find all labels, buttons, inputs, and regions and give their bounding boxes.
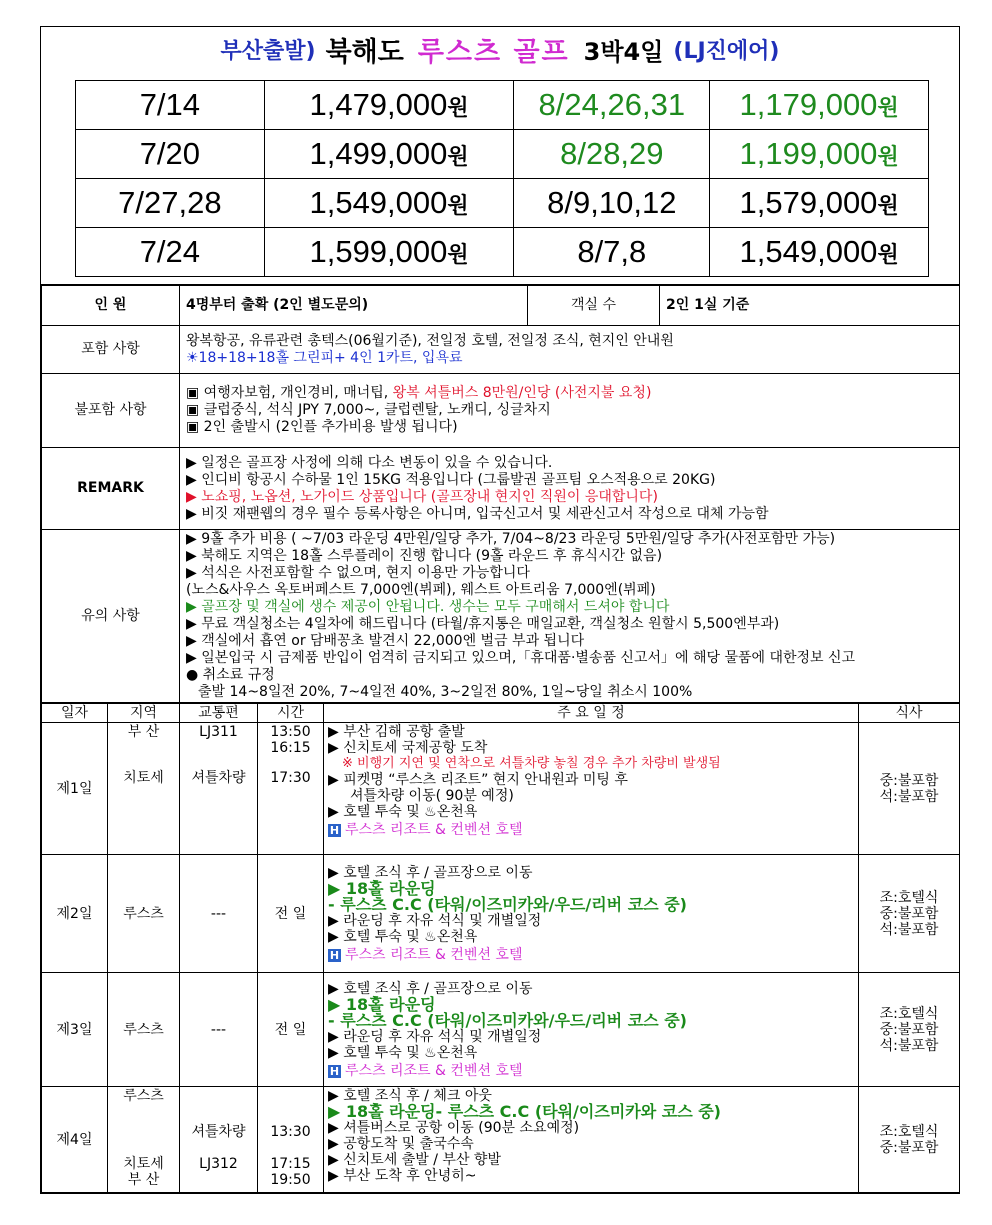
day-row <box>42 855 960 973</box>
hotel-icon: H <box>329 1064 340 1078</box>
price-row <box>76 130 929 179</box>
day-label: 제1일 <box>42 723 108 855</box>
day-transport: 셔틀차량 LJ312 <box>180 1087 258 1193</box>
page-title <box>41 27 959 72</box>
day-meal: 조:호텔식 중:불포함 석:불포함 <box>859 855 960 973</box>
day-itinerary: ▶ 호텔 조식 후 / 골프장으로 이동 ▶ 18홀 라운딩 - 루스츠 C.C (타워/이즈미카와/우드/리버 코스 중) ▶ 라운딩 후 자유 석식 및 개별일정 ▶ 호텔 투숙 및 ♨온천욕 H 루스츠 리조트 & 컨벤션 호텔 <box>324 973 859 1087</box>
price-date: 7/20 <box>76 130 265 179</box>
day-label: 제2일 <box>42 855 108 973</box>
price-date: 7/14 <box>76 81 265 130</box>
day-transport: LJ311 셔틀차량 <box>180 723 258 855</box>
price-amount: 1,549,000원 <box>710 228 929 277</box>
price-amount: 1,199,000원 <box>710 130 929 179</box>
price-row <box>76 81 929 130</box>
notice-label: 유의 사항 <box>42 530 180 703</box>
title-destination: 북해도 <box>325 37 404 68</box>
price-amount: 1,579,000원 <box>710 179 929 228</box>
title-departure: 부산출발) <box>220 39 316 64</box>
day-time: 13:30 17:15 19:50 <box>258 1087 324 1193</box>
price-table <box>75 80 929 277</box>
day-time: 전 일 <box>258 973 324 1087</box>
col-day: 일자 <box>42 704 108 723</box>
price-amount: 1,549,000원 <box>264 179 514 228</box>
day-meal: 중:불포함 석:불포함 <box>859 723 960 855</box>
day-itinerary: ▶ 호텔 조식 후 / 체크 아웃 ▶ 18홀 라운딩- 루스츠 C.C (타워/이즈미카와 코스 중) ▶ 셔틀버스로 공항 이동 (90분 소요예정) ▶ 공항도착 및 출국수속 ▶ 신치토세 출발 / 부산 향발 ▶ 부산 도착 후 안녕히~ <box>324 1087 859 1193</box>
schedule-table <box>41 703 960 1193</box>
schedule-header <box>42 704 960 723</box>
day-row <box>42 973 960 1087</box>
col-region: 지역 <box>108 704 180 723</box>
col-main: 주 요 일 정 <box>324 704 859 723</box>
people-row <box>42 286 960 326</box>
price-date: 7/24 <box>76 228 265 277</box>
included-value: 왕복항공, 유류관련 총텍스(06월기준), 전일정 호텔, 전일정 조식, 현지인 안내원 ☀18+18+18홀 그린피+ 4인 1카트, 입욕료 <box>180 326 960 374</box>
price-date: 8/7,8 <box>514 228 710 277</box>
remark-value: ▶ 일정은 골프장 사정에 의해 다소 변동이 있을 수 있습니다. ▶ 인디비 항공시 수하물 1인 15KG 적용입니다 (그룹발권 골프팀 오스적용으로 20KG) ▶ 노쇼핑, 노옵션, 노가이드 상품입니다 (골프장내 현지인 직원이 응대합니다) ▶ 비짓 재팬웹의 경우 필수 등록사항은 아니며, 입국신고서 및 세관신고서 작성으로 대체 가능함 <box>180 448 960 530</box>
price-date: 8/24,26,31 <box>514 81 710 130</box>
price-date: 7/27,28 <box>76 179 265 228</box>
hotel-line: H 루스츠 리조트 & 컨벤션 호텔 <box>329 946 523 963</box>
hotel-line: H 루스츠 리조트 & 컨벤션 호텔 <box>329 822 523 838</box>
title-product: 루스츠 골프 <box>417 37 570 68</box>
room-label: 객실 수 <box>528 286 660 326</box>
remark-label: REMARK <box>42 448 180 530</box>
day-label: 제4일 <box>42 1087 108 1193</box>
day-meal: 조:호텔식 중:불포함 <box>859 1087 960 1193</box>
included-row <box>42 326 960 374</box>
day-time: 13:50 16:15 17:30 <box>258 723 324 855</box>
title-duration: 3박4일 <box>583 38 664 66</box>
price-row <box>76 228 929 277</box>
price-date: 8/9,10,12 <box>514 179 710 228</box>
price-row <box>76 179 929 228</box>
day-region: 루스츠 치토세 부 산 <box>108 1087 180 1193</box>
hotel-icon: H <box>329 948 340 962</box>
price-amount: 1,599,000원 <box>264 228 514 277</box>
day-transport: --- <box>180 855 258 973</box>
col-meal: 식사 <box>859 704 960 723</box>
room-value: 2인 1실 기준 <box>660 286 960 326</box>
day-label: 제3일 <box>42 973 108 1087</box>
day-transport: --- <box>180 973 258 1087</box>
day-row <box>42 1087 960 1193</box>
notice-row <box>42 530 960 703</box>
people-label: 인 원 <box>42 286 180 326</box>
remark-row <box>42 448 960 530</box>
day-time: 전 일 <box>258 855 324 973</box>
day-itinerary: ▶ 부산 김해 공항 출발 ▶ 신치토세 국제공항 도착 ※ 비행기 지연 및 연착으로 셔틀차량 놓칠 경우 추가 차량비 발생됨 ▶ 피켓명 “루스츠 리조트” 현지 안내원과 미팅 후 셔틀차량 이동( 90분 예정) ▶ 호텔 투숙 및 ♨온천욕 H 루스츠 리조트 & 컨벤션 호텔 <box>324 723 859 855</box>
day-itinerary: ▶ 호텔 조식 후 / 골프장으로 이동 ▶ 18홀 라운딩 - 루스츠 C.C (타워/이즈미카와/우드/리버 코스 중) ▶ 라운딩 후 자유 석식 및 개별일정 ▶ 호텔 투숙 및 ♨온천욕 H 루스츠 리조트 & 컨벤션 호텔 <box>324 855 859 973</box>
excluded-label: 불포함 사항 <box>42 374 180 448</box>
price-amount: 1,479,000원 <box>264 81 514 130</box>
day-region: 부 산 치토세 <box>108 723 180 855</box>
price-date: 8/28,29 <box>514 130 710 179</box>
price-amount: 1,499,000원 <box>264 130 514 179</box>
excluded-value: ▣ 여행자보험, 개인경비, 매너팁, 왕복 셔틀버스 8만원/인당 (사전지불 요청) ▣ 클럽중식, 석식 JPY 7,000~, 클럽렌탈, 노캐디, 싱글차지 ▣ 2인 출발시 (2인플 추가비용 발생 됩니다) <box>180 374 960 448</box>
included-label: 포함 사항 <box>42 326 180 374</box>
title-airline: (LJ진에어) <box>673 39 780 64</box>
day-meal: 조:호텔식 중:불포함 석:불포함 <box>859 973 960 1087</box>
excluded-row <box>42 374 960 448</box>
price-section <box>41 72 959 285</box>
day-region: 루스츠 <box>108 855 180 973</box>
people-value: 4명부터 출확 (2인 별도문의) <box>180 286 528 326</box>
col-transport: 교통편 <box>180 704 258 723</box>
col-time: 시간 <box>258 704 324 723</box>
hotel-icon: H <box>329 824 340 837</box>
day-row <box>42 723 960 855</box>
price-amount: 1,179,000원 <box>710 81 929 130</box>
info-table <box>41 285 960 703</box>
notice-value: ▶ 9홀 추가 비용 ( ~7/03 라운딩 4만원/일당 추가, 7/04~8/23 라운딩 5만원/일당 추가(사전포함만 가능) ▶ 북해도 지역은 18홀 스루플레이 진행 합니다 (9홀 라운드 후 휴식시간 없음) ▶ 석식은 사전포함할 수 없으며, 현지 이용만 가능합니다 (노스&사우스 옥토버페스트 7,000엔(뷔페), 웨스트 아트리움 7,000엔(뷔페) ▶ 골프장 및 객실에 생수 제공이 안됩니다. 생수는 모두 구매해서 드셔야 합니다 ▶ 무료 객실청소는 4일차에 해드립니다 (타월/휴지통은 매일교환, 객실청소 원할시 5,500엔부과) ▶ 객실에서 흡연 or 담배꽁초 발견시 22,000엔 벌금 부과 됩니다 ▶ 일본입국 시 금제품 반입이 엄격히 금지되고 있으며,「휴대품·별송품 신고서」에 해당 물품에 대한정보 신고 ● 취소료 규정 출발 14~8일전 20%, 7~4일전 40%, 3~2일전 80%, 1일~당일 취소시 100% <box>180 530 960 703</box>
day-region: 루스츠 <box>108 973 180 1087</box>
tour-sheet <box>40 26 960 1194</box>
hotel-line: H 루스츠 리조트 & 컨벤션 호텔 <box>329 1062 523 1079</box>
